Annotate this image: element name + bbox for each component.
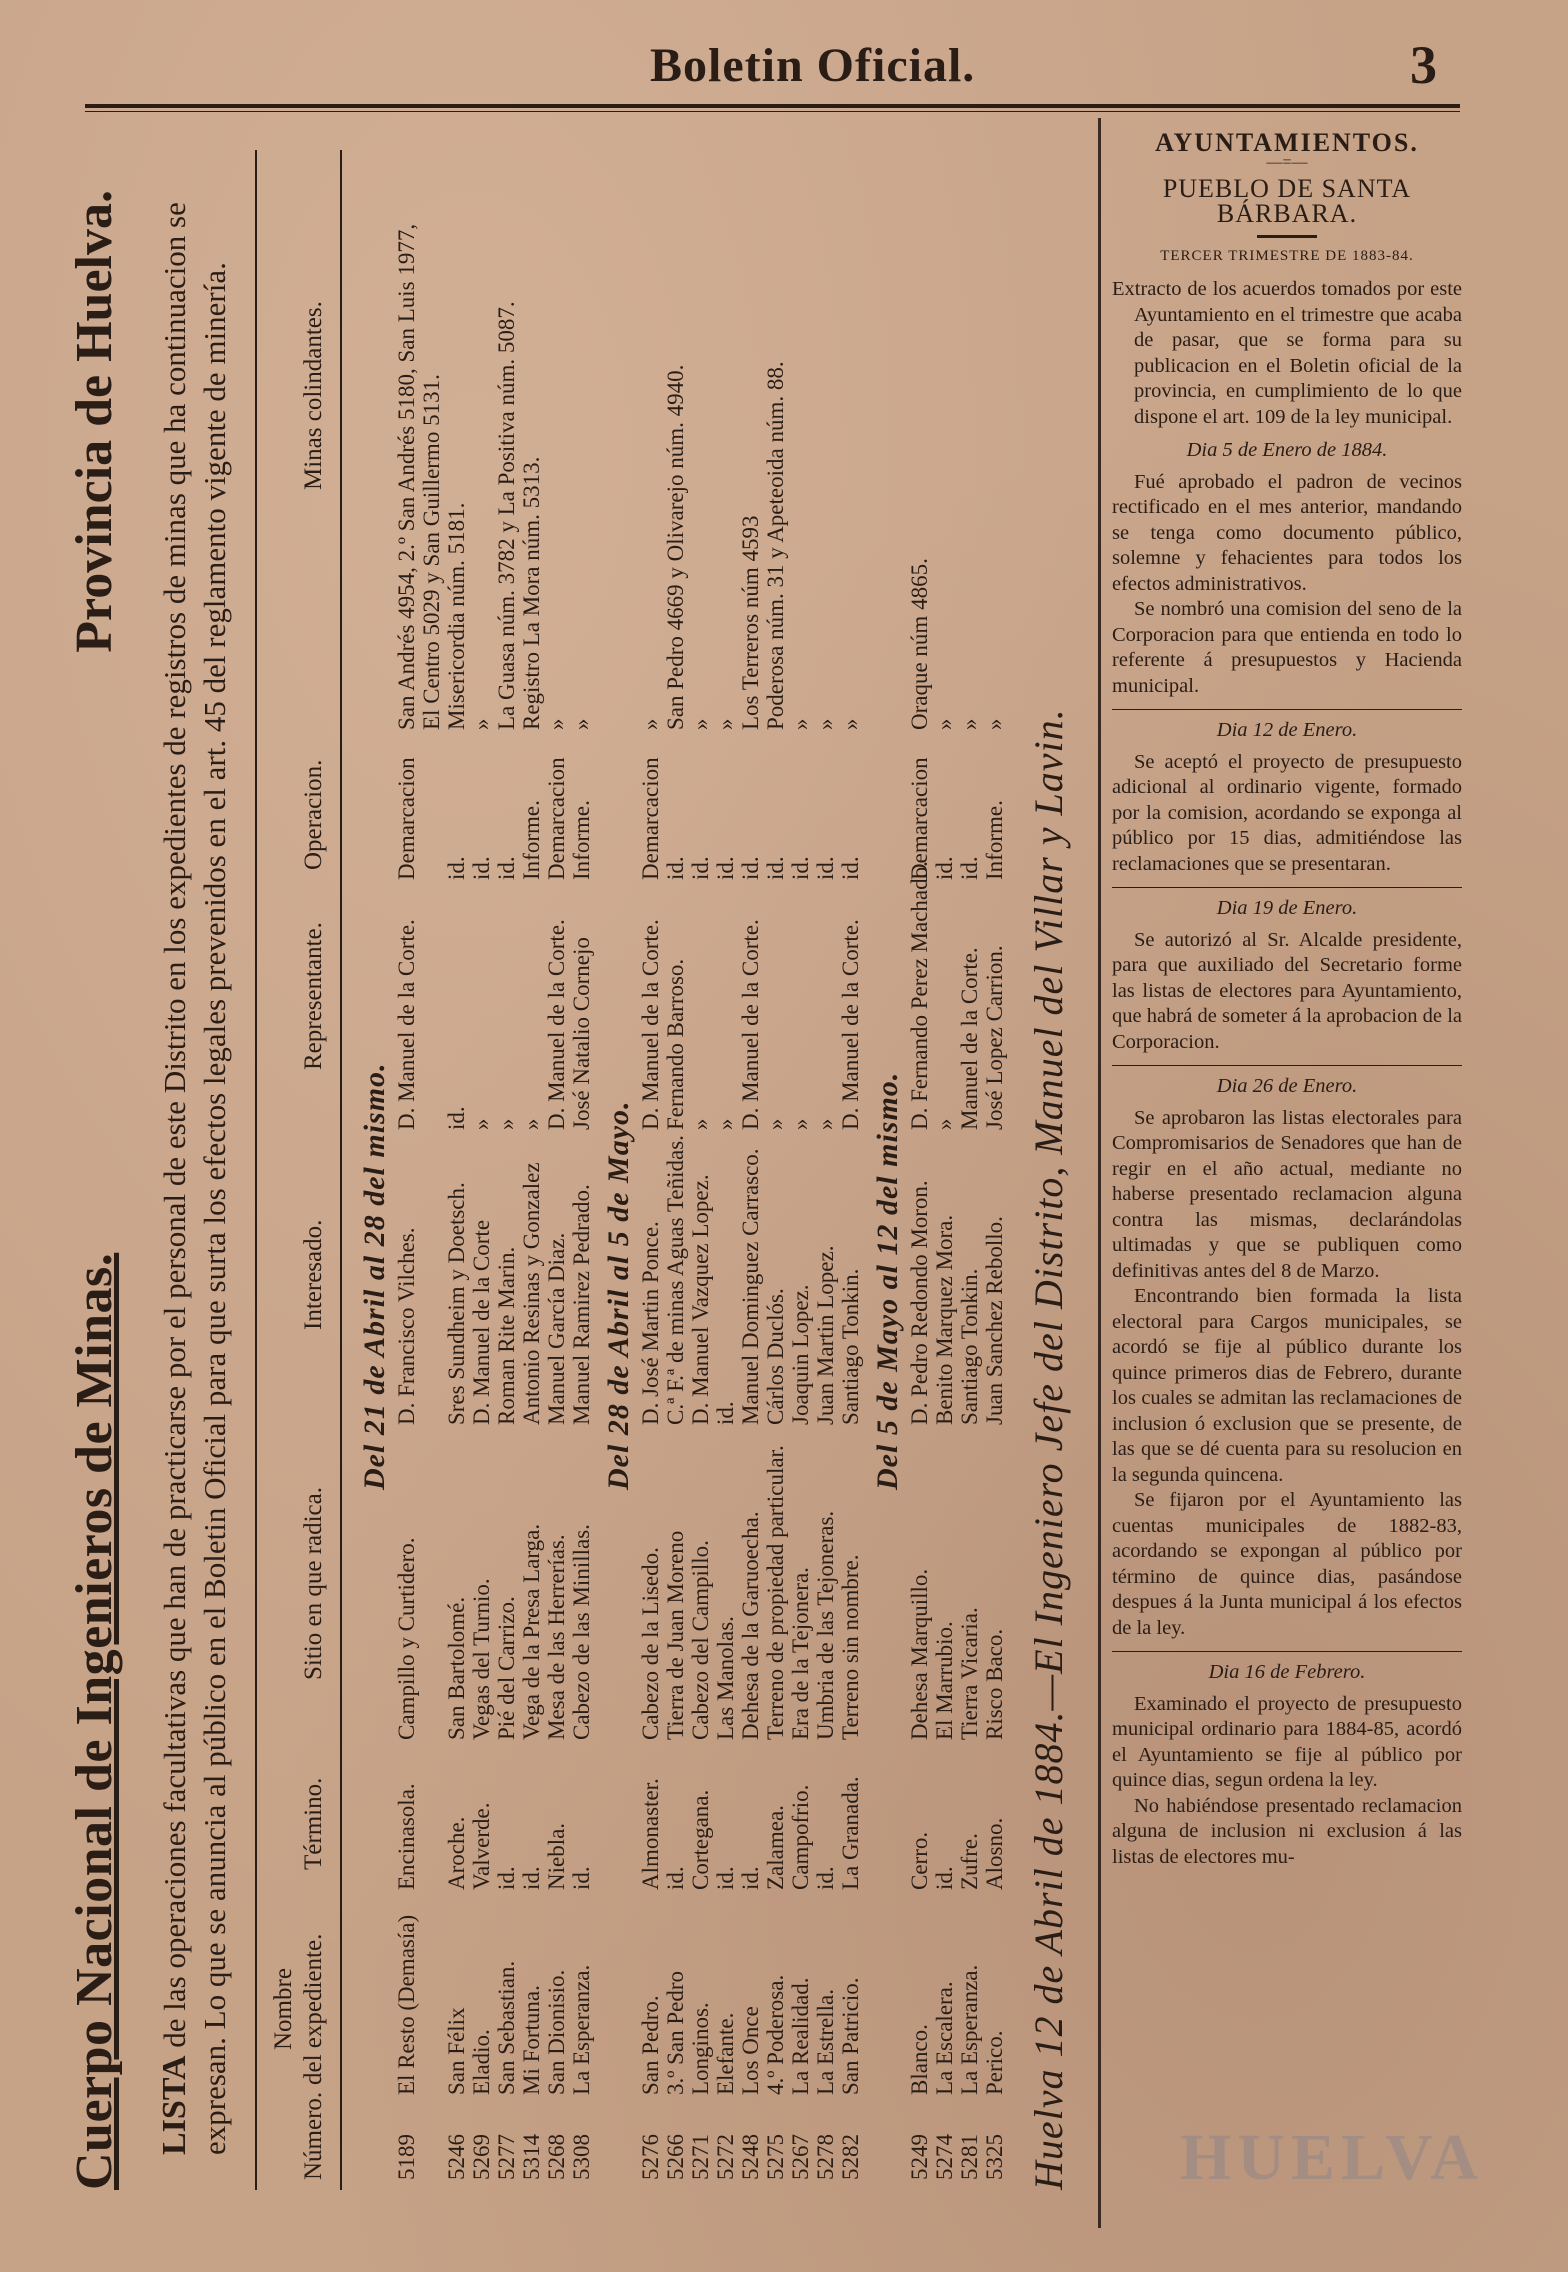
cell-min: » [713, 718, 738, 730]
col-header-operacion: Operacion. [300, 759, 327, 870]
cell-num: 5189 [394, 2134, 419, 2180]
cell-min: » [569, 718, 594, 730]
intro-paragraph: Extracto de los acuerdos tomados por este Ayuntamiento en el trimestre que acaba de pasar, que se forma para su publicacion en el Boletin oficial de la provincia, en cumplimiento de lo que dispone el art. 109 de la ley municipal. [1112, 278, 1462, 428]
cell-sitio: Las Manolas. [713, 1616, 738, 1740]
cell-op: Demarcacion [544, 757, 569, 880]
cell-exp: Longinos. [688, 2002, 713, 2095]
cell-int: Manuel García Diaz. [544, 1232, 569, 1425]
cell-num: 5277 [494, 2134, 519, 2180]
cell-term: id. [663, 1866, 688, 1890]
cell-rep: D. Manuel de la Corte. [838, 919, 863, 1130]
cell-min: » [469, 718, 494, 730]
section-heading-text: Del 28 de Abril al 5 de Mayo. [602, 1100, 635, 1490]
cell-rep: » [763, 1118, 788, 1130]
col-header-termino: Término. [300, 1777, 327, 1870]
table-row [663, 150, 688, 2190]
masthead-rule [85, 104, 1460, 108]
entry-paragraph: Se fijaron por el Ayuntamiento las cuentas municipales de 1882-83, acordando se expongan al público por término de quince dias, pasándose despues á la Junta municipal á los efectos de la ley. [1112, 1489, 1462, 1639]
cell-min: Registro La Mora núm. 5313. [519, 456, 544, 730]
cell-rep: D. Manuel de la Corte. [738, 919, 763, 1130]
ayuntamientos-column [1112, 120, 1462, 1870]
entries-list [1112, 438, 1462, 1870]
ornament: —=— [1266, 153, 1308, 171]
table-row [982, 150, 1007, 2190]
table-row [713, 150, 738, 2190]
cell-num: 5314 [519, 2134, 544, 2180]
cell-op: Informe. [519, 800, 544, 880]
entry-paragraph: Se autorizó al Sr. Alcalde presidente, para que auxiliado del Secretario forme las listas de electores para Ayuntamiento, que habrá de someter á la aprobacion de la Corporacion. [1112, 928, 1462, 1053]
section-title: AYUNTAMIENTOS. [1155, 128, 1419, 157]
table-row [394, 150, 419, 2190]
cell-int: Roman Rite Marin. [494, 1246, 519, 1425]
entry-date: Dia 5 de Enero de 1884. [1186, 439, 1388, 461]
cell-num: 5282 [838, 2134, 863, 2180]
cell-term: Alosno. [982, 1817, 1007, 1890]
cell-exp: La Realidad. [788, 1977, 813, 2095]
cell-op: Informe. [982, 800, 1007, 880]
cell-min: » [982, 718, 1007, 730]
entry-separator [1112, 1651, 1462, 1652]
table-row [838, 150, 863, 2190]
cell-op: id. [957, 856, 982, 880]
cell-int: Santiago Tonkin. [838, 1268, 863, 1425]
cell-int: Santiago Tonkin. [957, 1268, 982, 1425]
table-row [469, 150, 494, 2190]
cell-sitio: Risco Baco. [982, 1628, 1007, 1740]
cell-rep: » [519, 1118, 544, 1130]
library-watermark: HUELVA [1180, 2121, 1484, 2194]
cell-exp: El Resto (Demasía) [394, 1914, 419, 2095]
cell-exp: San Pedro. [638, 1995, 663, 2095]
cell-rep: Fernando Barroso. [663, 958, 688, 1130]
cell-op: id. [688, 856, 713, 880]
cell-min: » [813, 718, 838, 730]
cell-int: Manuel Dominguez Carrasco. [738, 1148, 763, 1425]
cell-min: Oraque núm 4865. [907, 558, 932, 730]
cell-term: Valverde. [469, 1802, 494, 1890]
cell-exp: San Félix [444, 2007, 469, 2095]
period-title: TERCER TRIMESTRE DE 1883-84. [1160, 247, 1414, 264]
col-header-minas: Minas colindantes. [300, 301, 327, 490]
cell-sitio: Campillo y Curtidero. [394, 1537, 419, 1740]
page-number: 3 [1410, 35, 1437, 95]
cell-sitio: San Bartolomé. [444, 1596, 469, 1740]
cell-rep: » [688, 1118, 713, 1130]
section-heading-text: Del 21 de Abril al 28 del mismo. [358, 1062, 391, 1490]
entry-separator [1112, 709, 1462, 710]
cell-min: San Andrés 4954, 2.º San Andrés 5180, San Luis 1977, [394, 223, 419, 730]
cell-sitio: Cabezo de la Lisedo. [638, 1547, 663, 1740]
table-row [788, 150, 813, 2190]
cell-num: 5276 [638, 2134, 663, 2180]
table-row [419, 150, 444, 2190]
cell-exp: San Sebastian. [494, 1960, 519, 2095]
cell-term: Zufre. [957, 1833, 982, 1890]
table-column-headers [260, 150, 335, 2190]
cell-term: Encinasola. [394, 1783, 419, 1890]
cell-min: » [838, 718, 863, 730]
table-row [738, 150, 763, 2190]
entry-date: Dia 16 de Febrero. [1208, 1661, 1366, 1683]
mining-list-signature: Huelva 12 de Abril de 1884.—El Ingeniero Jefe del Distrito, Manuel del Villar y Lavin. [1026, 708, 1071, 2190]
cell-num: 5308 [569, 2134, 594, 2180]
place-title: PUEBLO DE SANTA BÁRBARA. [1162, 173, 1412, 228]
table-row [957, 150, 982, 2190]
cell-term: id. [569, 1866, 594, 1890]
cell-int: Antonio Resinas y Gonzalez [519, 1162, 544, 1425]
cell-rep: D. Manuel de la Corte. [544, 919, 569, 1130]
cell-rep: Manuel de la Corte. [957, 947, 982, 1130]
cell-min: » [638, 718, 663, 730]
col-header-nombre-2: del expediente. [300, 1933, 327, 2085]
cell-term: Zalamea. [763, 1805, 788, 1890]
masthead-title: Boletin Oficial. [650, 39, 976, 92]
entry-paragraph: Se aprobaron las listas electorales para Compromisarios de Senadores que han de regir en el año actual, mediante no haberse presentado reclamacion alguna contra las mismas, declarándolas ultimadas y que se publiquen como definitivas antes del 8 de Marzo. [1112, 1106, 1462, 1282]
mining-list-heading [55, 150, 135, 2190]
intro-lead: LISTA [156, 2055, 193, 2155]
cell-min: San Pedro 4669 y Olivarejo núm. 4940. [663, 364, 688, 730]
cell-sitio: Tierra de Juan Moreno [663, 1530, 688, 1740]
cell-rep: D. Manuel de la Corte. [394, 919, 419, 1130]
cell-op: Demarcacion [907, 757, 932, 880]
cell-num: 5271 [688, 2134, 713, 2180]
cell-exp: Los Once [738, 2006, 763, 2095]
cell-num: 5269 [469, 2134, 494, 2180]
cell-op: id. [444, 856, 469, 880]
cell-sitio: Terreno sin nombre. [838, 1554, 863, 1740]
cell-sitio: Vega de la Presa Larga. [519, 1523, 544, 1740]
table-row [638, 150, 663, 2190]
cell-int: Manuel Ramirez Pedrado. [569, 1184, 594, 1425]
title-bar [1257, 235, 1317, 238]
cell-op: id. [763, 856, 788, 880]
cell-term: id. [738, 1866, 763, 1890]
entry-paragraph: Se nombró una comision del seno de la Corporacion para que entienda en todo lo referente á presupuestos y Hacienda municipal. [1112, 598, 1462, 697]
entry-separator [1112, 887, 1462, 888]
table-top-rule [255, 150, 257, 2190]
col-header-sitio: Sitio en que radica. [300, 1487, 327, 1680]
entry-date: Dia 19 de Enero. [1216, 897, 1358, 919]
cell-term: id. [813, 1866, 838, 1890]
cell-exp: Elefante. [713, 2012, 738, 2095]
cell-num: 5275 [763, 2134, 788, 2180]
cell-exp: San Patricio. [838, 1977, 863, 2095]
cell-term: Niebla. [544, 1822, 569, 1890]
entry-paragraph: Encontrando bien formada la lista electoral para Cargos municipales, se acordó se fije al público durante los quince primeros dias de Febrero, durante los cuales se admitan las reclamaciones de inclusion ó exclusion que se presente, de las que se dé cuenta para su resolucion en la segunda quincena. [1112, 1285, 1462, 1486]
col-header-interesado: Interesado. [300, 1219, 327, 1330]
cell-op: Demarcacion [394, 757, 419, 880]
cell-min: Poderosa núm. 31 y Apeteoida núm. 88. [763, 361, 788, 730]
cell-num: 5246 [444, 2134, 469, 2180]
cell-sitio: Vegas del Turnio. [469, 1578, 494, 1740]
cell-sitio: Umbria de las Tejoneras. [813, 1510, 838, 1740]
cell-op: id. [469, 856, 494, 880]
cell-num: 5267 [788, 2134, 813, 2180]
col-header-nombre-1: Nombre [270, 1968, 297, 2050]
cell-term: Cerro. [907, 1831, 932, 1890]
cell-int: D. Francisco Vilches. [394, 1227, 419, 1425]
cell-rep: id. [444, 1106, 469, 1130]
cell-int: C.ª F.ª de minas Aguas Teñidas. [663, 1135, 688, 1425]
cell-rep: José Natalio Cornejo [569, 937, 594, 1130]
cell-op: id. [932, 856, 957, 880]
cell-sitio: Mesa de las Herrerías. [544, 1534, 569, 1740]
section-heading [863, 150, 907, 2190]
cell-rep: D. Fernando Perez Machado. [907, 861, 932, 1130]
cell-rep: » [494, 1118, 519, 1130]
section-heading-text: Del 5 de Mayo al 12 del mismo. [871, 1071, 904, 1490]
cell-min: La Guasa núm. 3782 y La Positiva núm. 5087. [494, 301, 519, 730]
cell-num: 5248 [738, 2134, 763, 2180]
cell-term: Campofrio. [788, 1784, 813, 1890]
cell-sitio: Tierra Vicaria. [957, 1607, 982, 1740]
entry-paragraph: No habiéndose presentado reclamacion alguna de inclusion ni exclusion á las listas de electores mu- [1112, 1794, 1462, 1868]
cell-term: id. [519, 1866, 544, 1890]
cell-rep: » [469, 1118, 494, 1130]
cell-int: D. Manuel de la Corte [469, 1219, 494, 1425]
table-header-rule [340, 150, 342, 2190]
cell-rep: D. Manuel de la Corte. [638, 919, 663, 1130]
cell-int: id. [713, 1401, 738, 1425]
cell-term: id. [932, 1866, 957, 1890]
col-header-numero: Número. [300, 2091, 327, 2180]
cell-exp: San Dionisio. [544, 1969, 569, 2095]
cell-term: id. [494, 1866, 519, 1890]
section-heading [350, 150, 394, 2190]
cell-sitio: Cabezo del Campillo. [688, 1540, 713, 1740]
cell-num: 5274 [932, 2134, 957, 2180]
cell-exp: La Esperanza. [957, 1964, 982, 2095]
cell-rep: » [713, 1118, 738, 1130]
mining-table [350, 150, 1007, 2190]
cell-op: id. [738, 856, 763, 880]
cell-sitio: Dehesa de la Garuoecha. [738, 1511, 763, 1740]
cell-num: 5325 [982, 2134, 1007, 2180]
entry-separator [1112, 1065, 1462, 1066]
column-divider [1098, 118, 1101, 2228]
entry-date: Dia 26 de Enero. [1216, 1075, 1358, 1097]
section-heading [594, 150, 638, 2190]
cell-rep: » [788, 1118, 813, 1130]
cell-sitio: Cabezo de las Minillas. [569, 1524, 594, 1740]
col-header-representante: Representante. [300, 922, 327, 1070]
cell-exp: 3.º San Pedro [663, 1970, 688, 2095]
cell-rep: » [932, 1118, 957, 1130]
cell-min: » [788, 718, 813, 730]
cell-exp: La Estrella. [813, 1988, 838, 2095]
cell-int: D. Pedro Redondo Moron. [907, 1180, 932, 1425]
cell-int: Benito Marquez Mora. [932, 1214, 957, 1425]
table-row [688, 150, 713, 2190]
cell-min: Misericordia núm. 5181. [444, 502, 469, 730]
cell-rep: José Lopez Carrion. [982, 945, 1007, 1130]
cell-op: id. [663, 856, 688, 880]
cell-term: id. [713, 1866, 738, 1890]
cell-min: » [544, 718, 569, 730]
table-row [569, 150, 594, 2190]
cell-term: Cortegana. [688, 1789, 713, 1890]
cell-int: Joaquin Lopez. [788, 1284, 813, 1425]
cell-num: 5272 [713, 2134, 738, 2180]
cell-term: Almonaster. [638, 1778, 663, 1890]
table-row [444, 150, 469, 2190]
cell-exp: La Escalera. [932, 1981, 957, 2095]
cell-min: Los Terreros núm 4593 [738, 515, 763, 730]
table-row [519, 150, 544, 2190]
cell-exp: Mi Fortuna. [519, 1985, 544, 2095]
table-row [907, 150, 932, 2190]
cell-exp: Perico. [982, 2030, 1007, 2095]
cell-op: id. [813, 856, 838, 880]
cell-sitio: Terreno de propiedad particular. [763, 1445, 788, 1740]
cell-op: id. [788, 856, 813, 880]
mining-list-block [55, 150, 1095, 2190]
mining-list-intro [155, 155, 235, 2155]
cell-num: 5281 [957, 2134, 982, 2180]
cell-op: Informe. [569, 800, 594, 880]
intro-text: de las operaciones facultativas que han de practicarse por el personal de este Distrito en los expedientes de registros de minas que ha continuacion se expresan. Lo que se anuncia al público en el Boletin Oficial para que surta los efectos legales prevenidos en el art. 45 del reglamento vigente de minería. [157, 202, 232, 2155]
cell-term: Aroche. [444, 1816, 469, 1890]
heading-provincia: Provincia de Huelva. [66, 190, 123, 653]
cell-int: Juan Sanchez Rebollo. [982, 1216, 1007, 1425]
cell-sitio: El Marrubio. [932, 1621, 957, 1740]
cell-int: Juan Martin Lopez. [813, 1245, 838, 1425]
cell-int: Cárlos Duclós. [763, 1288, 788, 1425]
cell-exp: Eladio. [469, 2029, 494, 2095]
cell-int: D. José Martin Ponce. [638, 1221, 663, 1425]
table-row [544, 150, 569, 2190]
table-row [932, 150, 957, 2190]
cell-num: 5268 [544, 2134, 569, 2180]
cell-op: id. [838, 856, 863, 880]
cell-rep: » [813, 1118, 838, 1130]
cell-int: Sres Sundheim y Doetsch. [444, 1182, 469, 1425]
cell-exp: Blanco. [907, 2024, 932, 2095]
cell-min: El Centro 5029 y San Guillermo 5131. [419, 374, 444, 730]
cell-op: Demarcacion [638, 757, 663, 880]
heading-cuerpo: Cuerpo Nacional de Ingenieros de Minas. [66, 1252, 123, 2190]
cell-sitio: Pié del Carrizo. [494, 1596, 519, 1740]
cell-exp: 4.º Poderosa. [763, 1974, 788, 2095]
entry-paragraph: Se aceptó el proyecto de presupuesto adicional al ordinario vigente, formado por la comision, acordando se exponga al público por 15 dias, admitiéndose las reclamaciones que se presentaran. [1112, 750, 1462, 875]
cell-sitio: Era de la Tejonera. [788, 1567, 813, 1740]
cell-num: 5278 [813, 2134, 838, 2180]
cell-min: » [932, 718, 957, 730]
cell-min: » [957, 718, 982, 730]
cell-op: id. [494, 856, 519, 880]
cell-exp: La Esperanza. [569, 1964, 594, 2095]
cell-term: La Granada. [838, 1776, 863, 1890]
cell-num: 5266 [663, 2134, 688, 2180]
cell-min: » [688, 718, 713, 730]
table-row [763, 150, 788, 2190]
cell-op: id. [713, 856, 738, 880]
masthead-rule-thin [85, 111, 1460, 112]
cell-int: D. Manuel Vazquez Lopez. [688, 1174, 713, 1425]
table-row [494, 150, 519, 2190]
cell-num: 5249 [907, 2134, 932, 2180]
table-row [813, 150, 838, 2190]
entry-paragraph: Examinado el proyecto de presupuesto municipal ordinario para 1884-85, acordó el Ayuntamiento se fije al público por quince dias, segun ordena la ley. [1112, 1692, 1462, 1791]
entry-paragraph: Fué aprobado el padron de vecinos rectificado en el mes anterior, mandando se tenga como documento público, solemne y fehacientes para todos los efectos administrativos. [1112, 470, 1462, 595]
entry-date: Dia 12 de Enero. [1216, 719, 1358, 741]
cell-sitio: Dehesa Marquillo. [907, 1568, 932, 1740]
